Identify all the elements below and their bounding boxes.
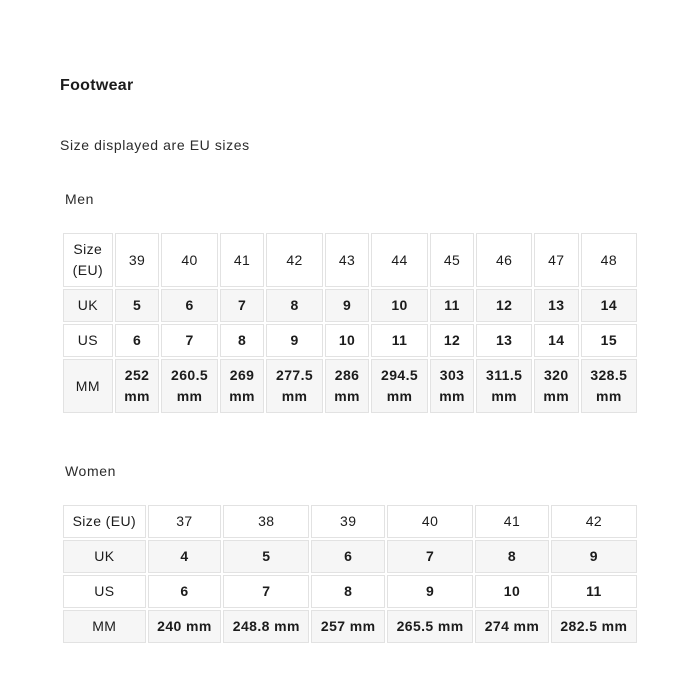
size-value-cell: 42 <box>551 505 637 538</box>
size-value-cell: 9 <box>325 289 370 322</box>
size-value-cell: 303 mm <box>430 359 475 413</box>
row-header-cell: Size (EU) <box>63 233 113 287</box>
size-value-cell: 9 <box>266 324 322 357</box>
size-value-cell: 8 <box>311 575 385 608</box>
size-value-cell: 11 <box>430 289 475 322</box>
size-value-cell: 7 <box>220 289 265 322</box>
row-header-cell: Size (EU) <box>63 505 146 538</box>
size-value-cell: 277.5 mm <box>266 359 322 413</box>
size-value-cell: 47 <box>534 233 579 287</box>
size-value-cell: 286 mm <box>325 359 370 413</box>
row-header-cell: UK <box>63 540 146 573</box>
size-value-cell: 320 mm <box>534 359 579 413</box>
size-value-cell: 252 mm <box>115 359 160 413</box>
size-value-cell: 48 <box>581 233 637 287</box>
row-header-cell: US <box>63 324 113 357</box>
size-value-cell: 240 mm <box>148 610 222 643</box>
size-value-cell: 248.8 mm <box>223 610 309 643</box>
size-value-cell: 43 <box>325 233 370 287</box>
eu-sizes-note: Size displayed are EU sizes <box>60 137 250 153</box>
women-size-table <box>61 503 639 645</box>
women-section-label: Women <box>65 463 116 479</box>
size-table-row-mm <box>63 359 637 413</box>
size-value-cell: 6 <box>148 575 222 608</box>
size-value-cell: 7 <box>387 540 473 573</box>
size-value-cell: 8 <box>220 324 265 357</box>
size-value-cell: 257 mm <box>311 610 385 643</box>
size-value-cell: 10 <box>371 289 427 322</box>
size-value-cell: 269 mm <box>220 359 265 413</box>
size-value-cell: 46 <box>476 233 531 287</box>
size-value-cell: 13 <box>534 289 579 322</box>
size-value-cell: 265.5 mm <box>387 610 473 643</box>
size-value-cell: 7 <box>223 575 309 608</box>
size-value-cell: 6 <box>115 324 160 357</box>
size-value-cell: 260.5 mm <box>161 359 217 413</box>
size-table-row-uk <box>63 540 637 573</box>
size-value-cell: 44 <box>371 233 427 287</box>
size-value-cell: 12 <box>476 289 531 322</box>
size-value-cell: 9 <box>387 575 473 608</box>
men-size-table <box>61 231 639 415</box>
row-header-cell: US <box>63 575 146 608</box>
size-value-cell: 10 <box>475 575 549 608</box>
size-value-cell: 6 <box>161 289 217 322</box>
size-value-cell: 12 <box>430 324 475 357</box>
size-value-cell: 328.5 mm <box>581 359 637 413</box>
size-value-cell: 7 <box>161 324 217 357</box>
size-value-cell: 41 <box>475 505 549 538</box>
size-value-cell: 42 <box>266 233 322 287</box>
size-value-cell: 274 mm <box>475 610 549 643</box>
size-value-cell: 14 <box>581 289 637 322</box>
size-table-row-uk <box>63 289 637 322</box>
row-header-cell: UK <box>63 289 113 322</box>
size-value-cell: 14 <box>534 324 579 357</box>
size-table-row-sizeeu <box>63 233 637 287</box>
size-value-cell: 41 <box>220 233 265 287</box>
size-value-cell: 37 <box>148 505 222 538</box>
size-value-cell: 6 <box>311 540 385 573</box>
size-value-cell: 38 <box>223 505 309 538</box>
size-value-cell: 40 <box>161 233 217 287</box>
size-value-cell: 10 <box>325 324 370 357</box>
page-title: Footwear <box>60 77 134 94</box>
size-value-cell: 4 <box>148 540 222 573</box>
size-value-cell: 5 <box>223 540 309 573</box>
size-value-cell: 8 <box>266 289 322 322</box>
row-header-cell: MM <box>63 610 146 643</box>
size-table-row-us <box>63 324 637 357</box>
size-value-cell: 39 <box>115 233 160 287</box>
size-value-cell: 11 <box>371 324 427 357</box>
size-value-cell: 311.5 mm <box>476 359 531 413</box>
size-value-cell: 8 <box>475 540 549 573</box>
size-value-cell: 5 <box>115 289 160 322</box>
size-value-cell: 11 <box>551 575 637 608</box>
men-section-label: Men <box>65 191 95 207</box>
size-value-cell: 294.5 mm <box>371 359 427 413</box>
size-value-cell: 40 <box>387 505 473 538</box>
size-value-cell: 13 <box>476 324 531 357</box>
size-value-cell: 15 <box>581 324 637 357</box>
size-table-row-sizeeu <box>63 505 637 538</box>
size-value-cell: 45 <box>430 233 475 287</box>
size-table-row-us <box>63 575 637 608</box>
size-table-row-mm <box>63 610 637 643</box>
size-value-cell: 39 <box>311 505 385 538</box>
size-value-cell: 282.5 mm <box>551 610 637 643</box>
size-value-cell: 9 <box>551 540 637 573</box>
row-header-cell: MM <box>63 359 113 413</box>
